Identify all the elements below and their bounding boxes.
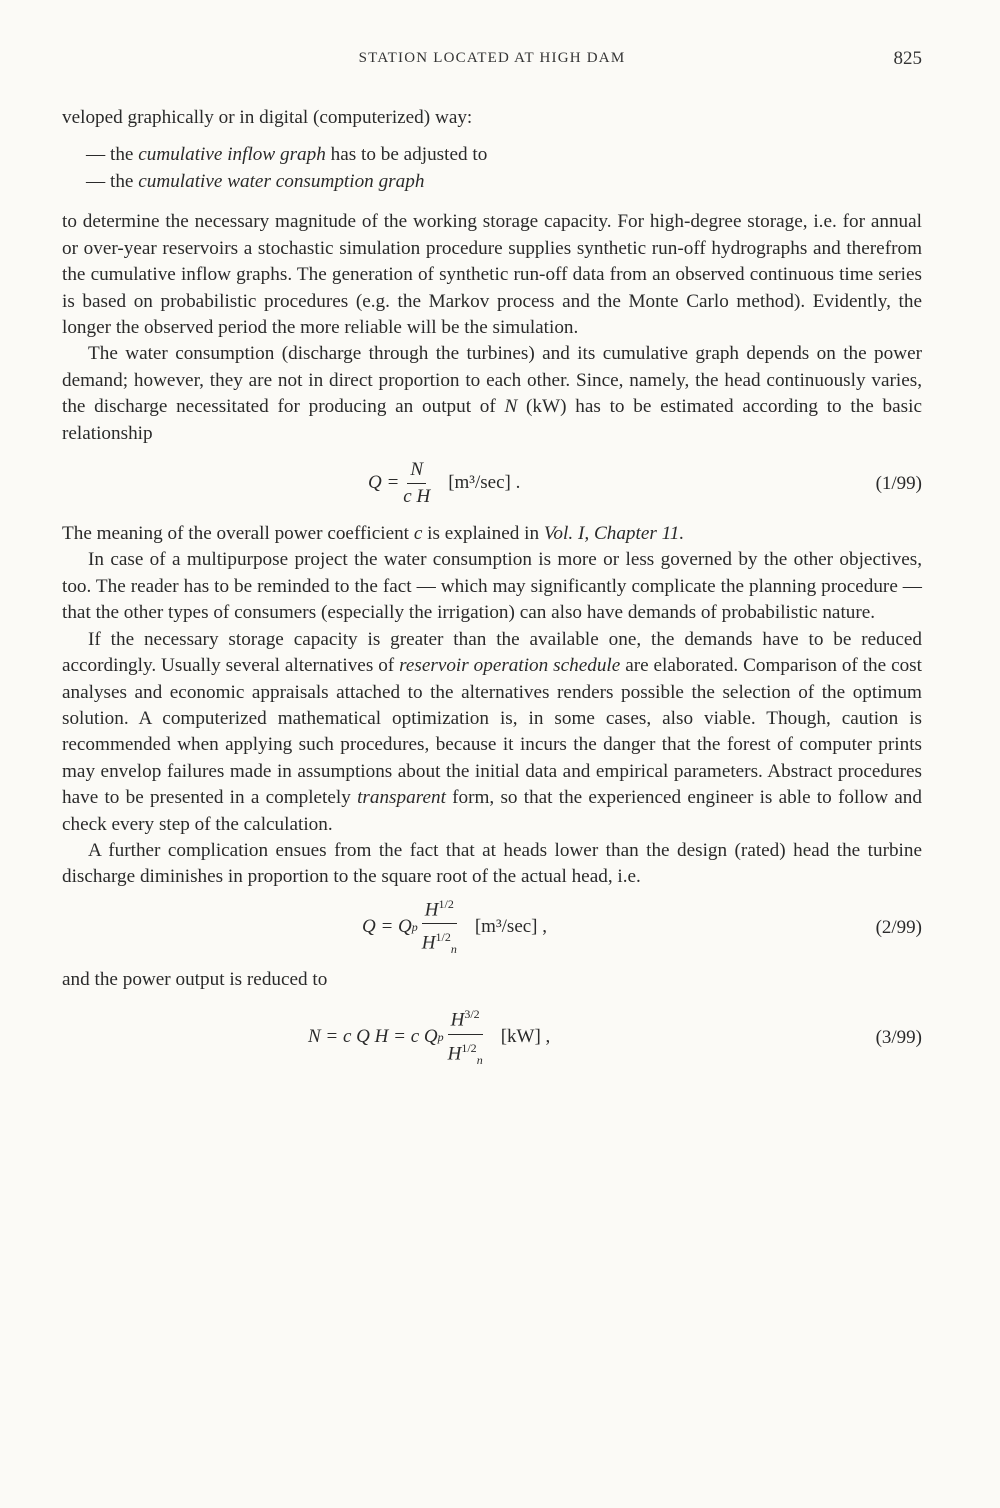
equation-unit: [m³/sec] . [448,471,521,493]
paragraph-water-consumption [62,341,922,447]
list-item-prefix: — the [86,144,139,166]
list-item [86,168,922,195]
fraction-numerator [448,1002,483,1034]
list-item-prefix: — the [86,171,139,193]
symbol-H: H [450,1009,465,1031]
subscript: p [437,1029,444,1044]
page-number: 825 [893,48,922,69]
superscript: 1/2 [438,897,454,912]
paragraph-complication: A further complication ensues from the fact that at heads lower than the design (rated) head the turbine discharge diminishes in proportion to the square root of the actual head, i.e. [62,839,922,888]
superscript: 1/2 [435,930,451,945]
equation-3-99 [62,1007,922,1067]
dash-list [86,141,922,195]
fraction [422,892,457,961]
symbol-c: c [413,523,423,545]
list-item-emphasis: cumulative water consumption graph [138,171,425,193]
subscript: n [450,942,457,957]
fraction-denominator [422,924,457,961]
equation-formula [362,897,547,957]
fraction [403,458,430,509]
equation-1-99 [62,453,922,513]
text-run: is explained in [422,523,544,545]
fraction-numerator: N [407,458,426,484]
symbol-H: H [424,899,439,921]
text-run: are elaborated. Comparison of the cost analyses and economic appraisals attached to the alternatives renders possible the selection of the optimum solution. A computerized mathematical optimization is, in some cases, also viable. Though, caution is recommended when applying such procedures, because it incurs the danger that the forest of computer prints may envelop failures made in assumptions about the initial data and empirical parameters. Abstract procedures have to be presented in a completely [62,655,922,809]
superscript: 1/2 [461,1040,477,1055]
text-run: (kW) has to be estimated according to the basic relationship [62,396,922,444]
text-run: form, so that the experienced engineer is able to follow and check every step of the calculation. [62,787,922,835]
equation-lhs: Q = [368,471,400,493]
equation-number: (3/99) [875,1027,922,1049]
list-item-emphasis: cumulative inflow graph [138,144,326,166]
fraction-denominator: c H [403,485,431,507]
superscript: 3/2 [464,1007,480,1022]
equation-number: (2/99) [875,916,922,938]
equation-formula [368,453,520,513]
list-item-suffix: has to be adjusted to [325,144,488,166]
running-title: STATION LOCATED AT HIGH DAM [358,50,626,66]
symbol-H: H [447,1043,462,1065]
page-body [62,105,922,1075]
list-item [86,141,922,168]
emphasis-term: reservoir operation schedule [399,655,621,677]
fraction-denominator [448,1035,483,1072]
paragraph-power-output: and the power output is reduced to [62,968,328,990]
emphasis-term: transparent [357,787,446,809]
equation-lhs: Q = Q [362,915,412,937]
equation-lhs: N = c Q H = c Q [308,1025,438,1047]
equation-unit: [kW] , [500,1025,551,1047]
paragraph-power-coefficient [62,521,922,547]
text-run: The meaning of the overall power coefficient [62,523,414,545]
fraction [448,1002,483,1071]
subscript: n [476,1052,483,1067]
symbol-H: H [421,932,436,954]
equation-unit: [m³/sec] , [474,915,548,937]
symbol-N: N [504,396,518,418]
text-run: The water consumption (discharge through the turbines) and its cumulative graph depends on the power demand; however, they are not in direct proportion to each other. Since, namely, the head continuously varies, the discharge necessitated for producing an output of [62,343,922,418]
paragraph-continuation: veloped graphically or in digital (computerized) way: [62,107,473,128]
paragraph-alternatives [62,627,922,838]
chapter-reference: Vol. I, Chapter 11. [543,523,685,545]
fraction-numerator [422,892,457,924]
page-header [62,50,922,76]
equation-number: (1/99) [875,473,922,495]
paragraph-multipurpose: In case of a multipurpose project the water consumption is more or less governed by the other objectives, too. The reader has to be reminded to the fact — which may significantly complicate the planning procedure — that the other types of consumers (especially the irrigation) can also have demands of probabilistic nature. [62,549,922,624]
subscript: p [411,919,418,934]
equation-formula [308,1007,550,1067]
paragraph-storage-simulation: to determine the necessary magnitude of the working storage capacity. For high-degree storage, i.e. for annual or over-year reservoirs a stochastic simulation procedure supplies synthetic run-off hydrographs and therefrom the cumulative inflow graphs. The generation of synthetic run-off data from an observed continuous time series is based on probabilistic procedures (e.g. the Markov process and the Monte Carlo method). Evidently, the longer the observed period the more reliable will be the simulation. [62,211,922,339]
text-run: If the necessary storage capacity is greater than the available one, the demands have to be reduced accordingly. Usually several alternatives of [62,628,922,677]
equation-2-99 [62,897,922,957]
